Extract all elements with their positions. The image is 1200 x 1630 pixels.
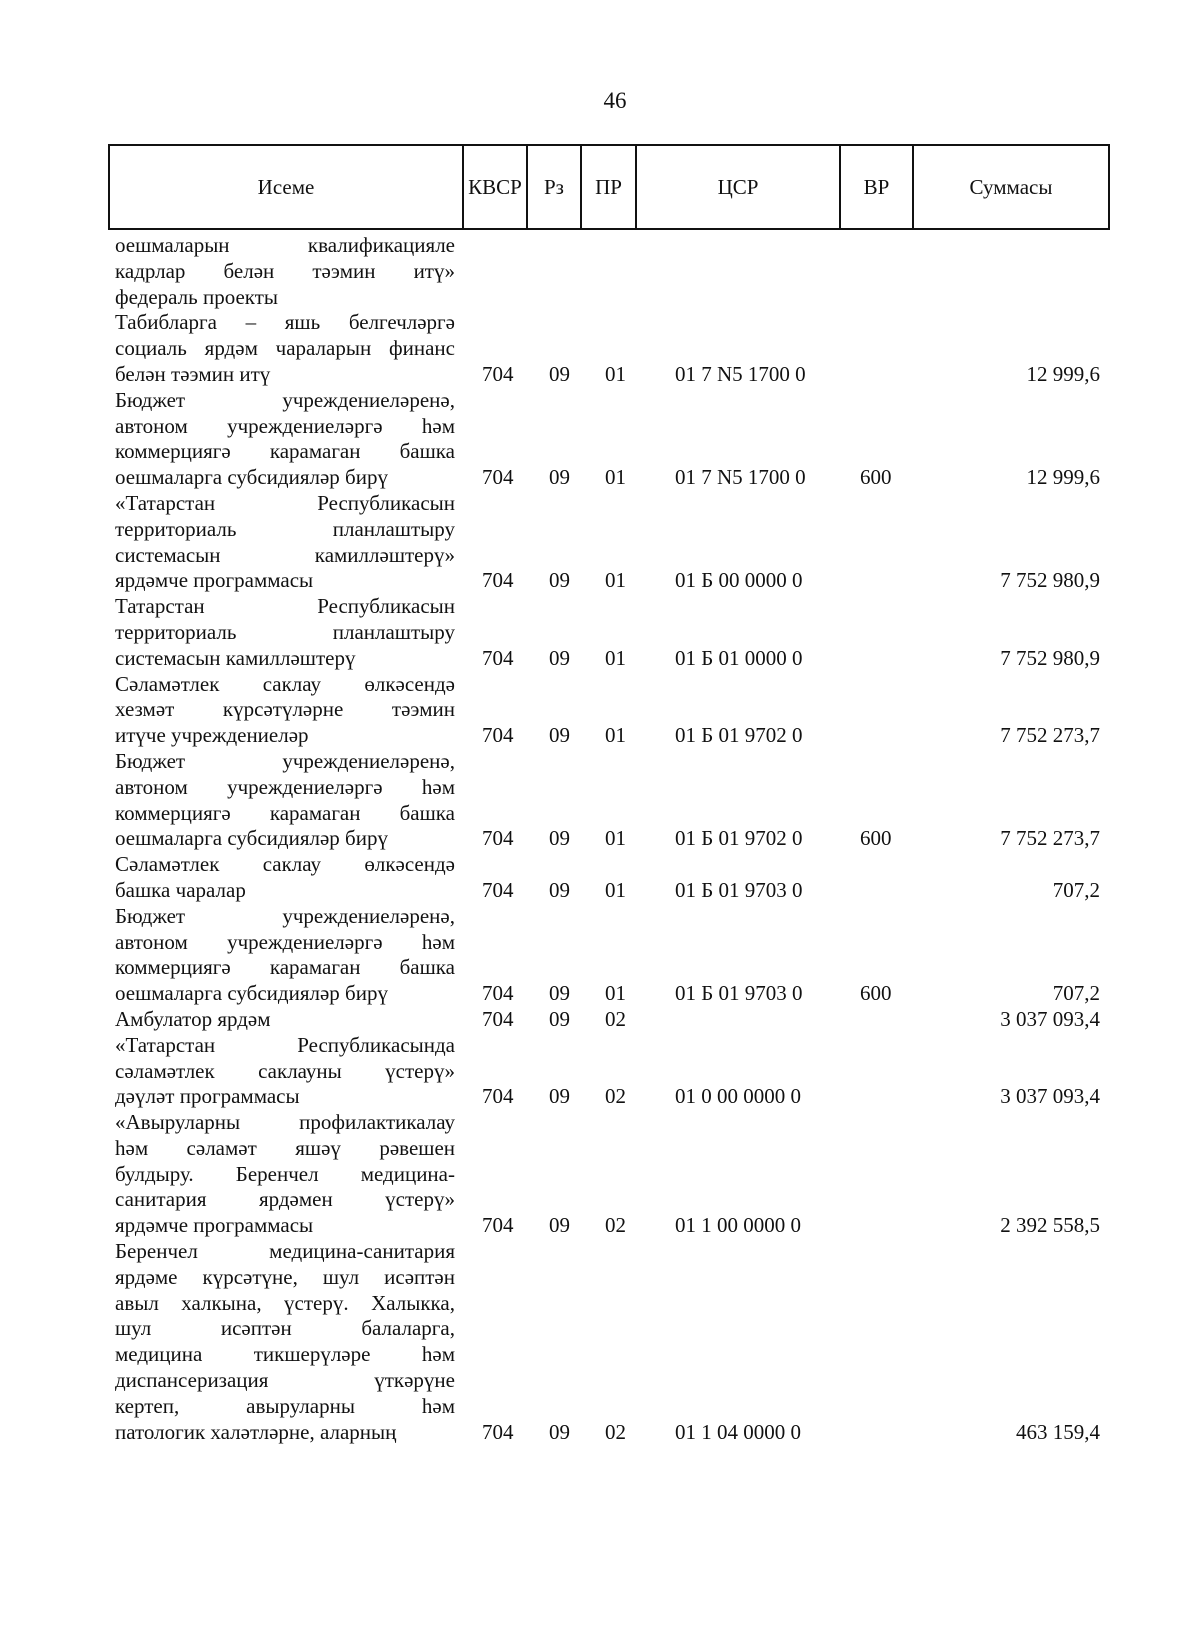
cell-pr: 01 [605, 826, 626, 851]
row-name-line: патологик халәтләрне, аларның [115, 1419, 397, 1444]
row-name-line: Сәламәтлек саклау өлкәсендә [115, 671, 455, 696]
row-name-line: дәүләт программасы [115, 1084, 300, 1109]
cell-csr: 01 0 00 0000 0 [675, 1084, 801, 1109]
table-header [108, 144, 1110, 230]
cell-vr: 600 [860, 465, 892, 490]
row-name-line: социаль ярдәм чараларын финанс [115, 336, 455, 361]
cell-kvsr: 704 [482, 465, 514, 490]
row-name-line: федераль проекты [115, 284, 278, 309]
cell-csr: 01 Б 01 9703 0 [675, 981, 803, 1006]
cell-rz: 09 [549, 361, 570, 386]
row-name-line: медицина тикшерүләре һәм [115, 1342, 455, 1367]
cell-kvsr: 704 [482, 645, 514, 670]
cell-sum: 7 752 980,9 [1000, 568, 1100, 593]
table-body [115, 233, 1105, 1445]
table-row [115, 852, 1105, 904]
row-name-line: шул исәптән балаларга, [115, 1316, 455, 1341]
row-name [115, 1007, 455, 1033]
cell-pr: 02 [605, 1419, 626, 1444]
cell-csr: 01 Б 01 9702 0 [675, 723, 803, 748]
cell-rz: 09 [549, 723, 570, 748]
cell-csr: 01 1 00 0000 0 [675, 1213, 801, 1238]
cell-sum: 7 752 273,7 [1000, 723, 1100, 748]
cell-rz: 09 [549, 568, 570, 593]
cell-kvsr: 704 [482, 1006, 514, 1031]
row-name-line: кертеп, авыруларны һәм [115, 1393, 455, 1418]
row-name-line: «Авыруларны профилактикалау [115, 1110, 455, 1135]
row-name-line: оешмаларын квалификацияле [115, 233, 455, 257]
row-name [115, 1110, 455, 1239]
row-name-line: белән тәэмин итү [115, 361, 271, 386]
row-name [115, 852, 455, 904]
row-name [115, 491, 455, 594]
row-name-line: һәм сәламәт яшәү рәвешен [115, 1135, 455, 1160]
row-name-line: Татарстан Республикасын [115, 594, 455, 619]
row-name-line: системасын камилләштерү» [115, 542, 455, 567]
row-name-line: ярдәме күрсәтүне, шул исәптән [115, 1264, 455, 1289]
cell-kvsr: 704 [482, 1084, 514, 1109]
row-name-line: кадрлар белән тәэмин итү» [115, 258, 455, 283]
column-header-name: Исеме [110, 146, 464, 228]
table-row [115, 1239, 1105, 1445]
row-name [115, 904, 455, 1007]
row-name-line: Бюджет учреждениеләренә, [115, 387, 455, 412]
row-name [115, 749, 455, 852]
row-name-line: коммерциягә карамаган башка [115, 439, 455, 464]
cell-rz: 09 [549, 877, 570, 902]
cell-sum: 3 037 093,4 [1000, 1084, 1100, 1109]
cell-pr: 01 [605, 465, 626, 490]
row-name-line: территориаль планлаштыру [115, 619, 455, 644]
table-row [115, 310, 1105, 387]
row-name-line: булдыру. Беренчел медицина- [115, 1161, 455, 1186]
page-number: 46 [603, 88, 627, 113]
row-name [115, 310, 455, 387]
cell-csr: 01 7 N5 1700 0 [675, 465, 806, 490]
cell-pr: 01 [605, 568, 626, 593]
cell-kvsr: 704 [482, 877, 514, 902]
row-name [115, 388, 455, 491]
column-header-vr: ВР [841, 146, 914, 228]
cell-rz: 09 [549, 1213, 570, 1238]
row-name-line: оешмаларга субсидияләр бирү [115, 826, 388, 851]
cell-pr: 01 [605, 877, 626, 902]
row-name-line: системасын камилләштерү [115, 645, 356, 670]
table-row [115, 491, 1105, 594]
cell-kvsr: 704 [482, 1419, 514, 1444]
cell-pr: 01 [605, 723, 626, 748]
cell-rz: 09 [549, 826, 570, 851]
cell-kvsr: 704 [482, 568, 514, 593]
row-name-line: сәламәтлек саклауны үстерү» [115, 1058, 455, 1083]
cell-kvsr: 704 [482, 361, 514, 386]
cell-sum: 12 999,6 [1026, 465, 1100, 490]
cell-csr: 01 1 04 0000 0 [675, 1419, 801, 1444]
cell-sum: 707,2 [1052, 981, 1100, 1006]
cell-kvsr: 704 [482, 1213, 514, 1238]
cell-vr: 600 [860, 981, 892, 1006]
row-name-line: территориаль планлаштыру [115, 516, 455, 541]
cell-sum: 3 037 093,4 [1000, 1006, 1100, 1031]
cell-kvsr: 704 [482, 723, 514, 748]
cell-pr: 02 [605, 1213, 626, 1238]
table-row [115, 594, 1105, 671]
cell-vr: 600 [860, 826, 892, 851]
cell-kvsr: 704 [482, 981, 514, 1006]
cell-pr: 01 [605, 645, 626, 670]
row-name-line: Табибларга – яшь белгечләргә [115, 310, 455, 335]
column-header-sum: Суммасы [969, 174, 1053, 199]
column-header-pr: ПР [582, 146, 637, 228]
row-name-line: ярдәмче программасы [115, 568, 314, 593]
row-name-line: авыл халкына, үстерү. Халыкка, [115, 1290, 455, 1315]
table-row [115, 1007, 1105, 1033]
row-name-line: автоном учреждениеләргә һәм [115, 413, 455, 438]
table-row [115, 388, 1105, 491]
row-name-line: автоном учреждениеләргә һәм [115, 774, 455, 799]
cell-kvsr: 704 [482, 826, 514, 851]
column-header-kvsr: КВСР [464, 146, 528, 228]
cell-pr: 02 [605, 1006, 626, 1031]
row-name-line: ярдәмче программасы [115, 1213, 314, 1238]
row-name-line: коммерциягә карамаган башка [115, 955, 455, 980]
cell-rz: 09 [549, 1084, 570, 1109]
cell-rz: 09 [549, 981, 570, 1006]
cell-csr: 01 Б 00 0000 0 [675, 568, 803, 593]
row-name-line: «Татарстан Республикасында [115, 1032, 455, 1057]
row-name-line: оешмаларга субсидияләр бирү [115, 465, 388, 490]
row-name-line: Амбулатор ярдәм [115, 1006, 271, 1031]
column-header-rz: Рз [528, 146, 582, 228]
row-name [115, 233, 455, 310]
table-row [115, 904, 1105, 1007]
table-row [115, 672, 1105, 749]
cell-sum: 707,2 [1052, 877, 1100, 902]
cell-sum: 12 999,6 [1026, 361, 1100, 386]
row-name-line: «Татарстан Республикасын [115, 490, 455, 515]
cell-csr: 01 Б 01 9703 0 [675, 877, 803, 902]
table-row [115, 749, 1105, 852]
cell-rz: 09 [549, 645, 570, 670]
table-row [115, 233, 1105, 310]
row-name-line: хезмәт күрсәтүләрне тәэмин [115, 697, 455, 722]
row-name-line: диспансеризация үткәрүне [115, 1368, 455, 1393]
cell-sum: 7 752 980,9 [1000, 645, 1100, 670]
cell-pr: 01 [605, 361, 626, 386]
cell-rz: 09 [549, 1419, 570, 1444]
cell-sum: 2 392 558,5 [1000, 1213, 1100, 1238]
row-name-line: Бюджет учреждениеләренә, [115, 903, 455, 928]
row-name [115, 1033, 455, 1110]
row-name-line: Беренчел медицина-санитария [115, 1239, 455, 1264]
row-name [115, 594, 455, 671]
cell-pr: 01 [605, 981, 626, 1006]
cell-csr: 01 Б 01 0000 0 [675, 645, 803, 670]
cell-pr: 02 [605, 1084, 626, 1109]
row-name-line: оешмаларга субсидияләр бирү [115, 981, 388, 1006]
row-name-line: Сәламәтлек саклау өлкәсендә [115, 852, 455, 877]
table-row [115, 1033, 1105, 1110]
cell-rz: 09 [549, 1006, 570, 1031]
row-name-line: коммерциягә карамаган башка [115, 800, 455, 825]
table-row [115, 1110, 1105, 1239]
cell-csr: 01 Б 01 9702 0 [675, 826, 803, 851]
cell-rz: 09 [549, 465, 570, 490]
row-name-line: санитария ярдәмен үстерү» [115, 1187, 455, 1212]
cell-csr: 01 7 N5 1700 0 [675, 361, 806, 386]
row-name-line: башка чаралар [115, 877, 246, 902]
row-name-line: Бюджет учреждениеләренә, [115, 748, 455, 773]
row-name [115, 672, 455, 749]
row-name [115, 1239, 455, 1445]
cell-sum: 7 752 273,7 [1000, 826, 1100, 851]
row-name-line: итүче учреждениеләр [115, 723, 309, 748]
row-name-line: автоном учреждениеләргә һәм [115, 929, 455, 954]
column-header-csr: ЦСР [637, 146, 841, 228]
cell-sum: 463 159,4 [1016, 1419, 1100, 1444]
